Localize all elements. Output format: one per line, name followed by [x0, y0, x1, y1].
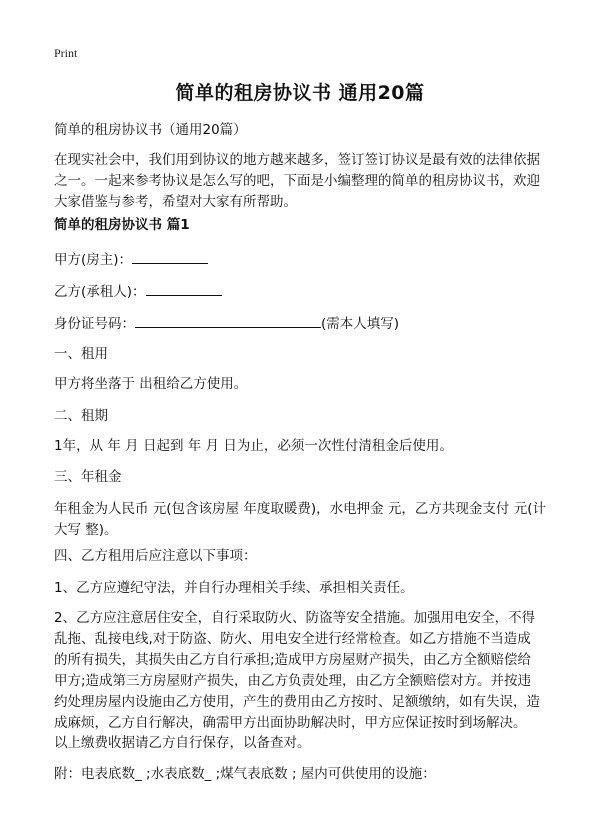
section-3-line-1: 年租金为人民币 元(包含该房屋 年度取暖费)，水电押金 元，乙方共现金支付 元(计	[54, 501, 546, 517]
item-2-line-3: 的所有损失，其损失由乙方自行承担;造成甲方房屋财产损失，由乙方全额赔偿给	[54, 652, 532, 668]
id-label: 身份证号码：	[54, 316, 135, 332]
item-2-line-2: 乱拖、乱接电线,对于防盗、防火、用电安全进行经常检查。如乙方措施不当造成	[54, 631, 531, 647]
item-2-line-1: 2、乙方应注意居住安全，自行采取防火、防盗等安全措施。加强用电安全，不得	[54, 610, 536, 626]
id-note: (需本人填写)	[321, 316, 400, 332]
intro-paragraph	[54, 150, 554, 213]
intro-line-1: 在现实社会中，我们用到协议的地方越来越多，签订签订协议是最有效的法律依据	[54, 152, 540, 168]
section-2-heading: 二、租期	[54, 408, 108, 424]
item-2	[54, 608, 554, 734]
section-2-text: 1年，从 年 月 日起到 年 月 日为止，必须一次性付清租金后使用。	[54, 438, 453, 454]
section-3-heading: 三、年租金	[54, 469, 122, 485]
id-blank	[135, 313, 321, 328]
item-2-line-4: 甲方;造成第三方房屋财产损失，由乙方负责处理，由乙方全额赔偿对方。并按违	[54, 673, 532, 689]
section-3-line-2: 大写 整)。	[54, 522, 118, 538]
document-title: 简单的租房协议书 通用20篇	[175, 82, 425, 104]
party-a-blank	[132, 249, 208, 264]
intro-line-2: 之一。一起来参考协议是怎么写的吧，下面是小编整理的简单的租房协议书，欢迎	[54, 173, 540, 189]
section-1-text: 甲方将坐落于 出租给乙方使用。	[54, 376, 248, 392]
id-row	[54, 313, 399, 335]
section-1-heading: 一、租用	[54, 346, 108, 362]
document-subtitle: 简单的租房协议书（通用20篇）	[54, 122, 247, 138]
party-b-label: 乙方(承租人)：	[54, 284, 146, 300]
fee-note: 以上缴费收据请乙方自行保存，以备查对。	[54, 735, 311, 751]
attachment-line: 附：电表底数_ ;水表底数_ ;煤气表底数 ; 屋内可供使用的设施：	[54, 766, 436, 782]
party-b-row	[54, 281, 222, 303]
intro-line-3: 大家借鉴与参考，希望对大家有所帮助。	[54, 194, 297, 210]
section-heading: 简单的租房协议书 篇1	[54, 217, 190, 233]
section-4-heading: 四、乙方租用后应注意以下事项：	[54, 548, 257, 564]
item-1: 1、乙方应遵纪守法，并自行办理相关手续、承担相关责任。	[54, 580, 414, 596]
party-a-label: 甲方(房主)：	[54, 252, 133, 268]
party-a-row	[54, 249, 208, 271]
item-2-line-6: 成麻烦，乙方自行解决，确需甲方出面协助解决时，甲方应保证按时到场解决。	[54, 715, 527, 731]
section-3-text	[54, 499, 554, 541]
party-b-blank	[146, 281, 222, 296]
item-2-line-5: 约处理房屋内设施由乙方使用，产生的费用由乙方按时、足额缴纳，如有失误，造	[54, 694, 540, 710]
print-label[interactable]: Print	[54, 46, 78, 60]
